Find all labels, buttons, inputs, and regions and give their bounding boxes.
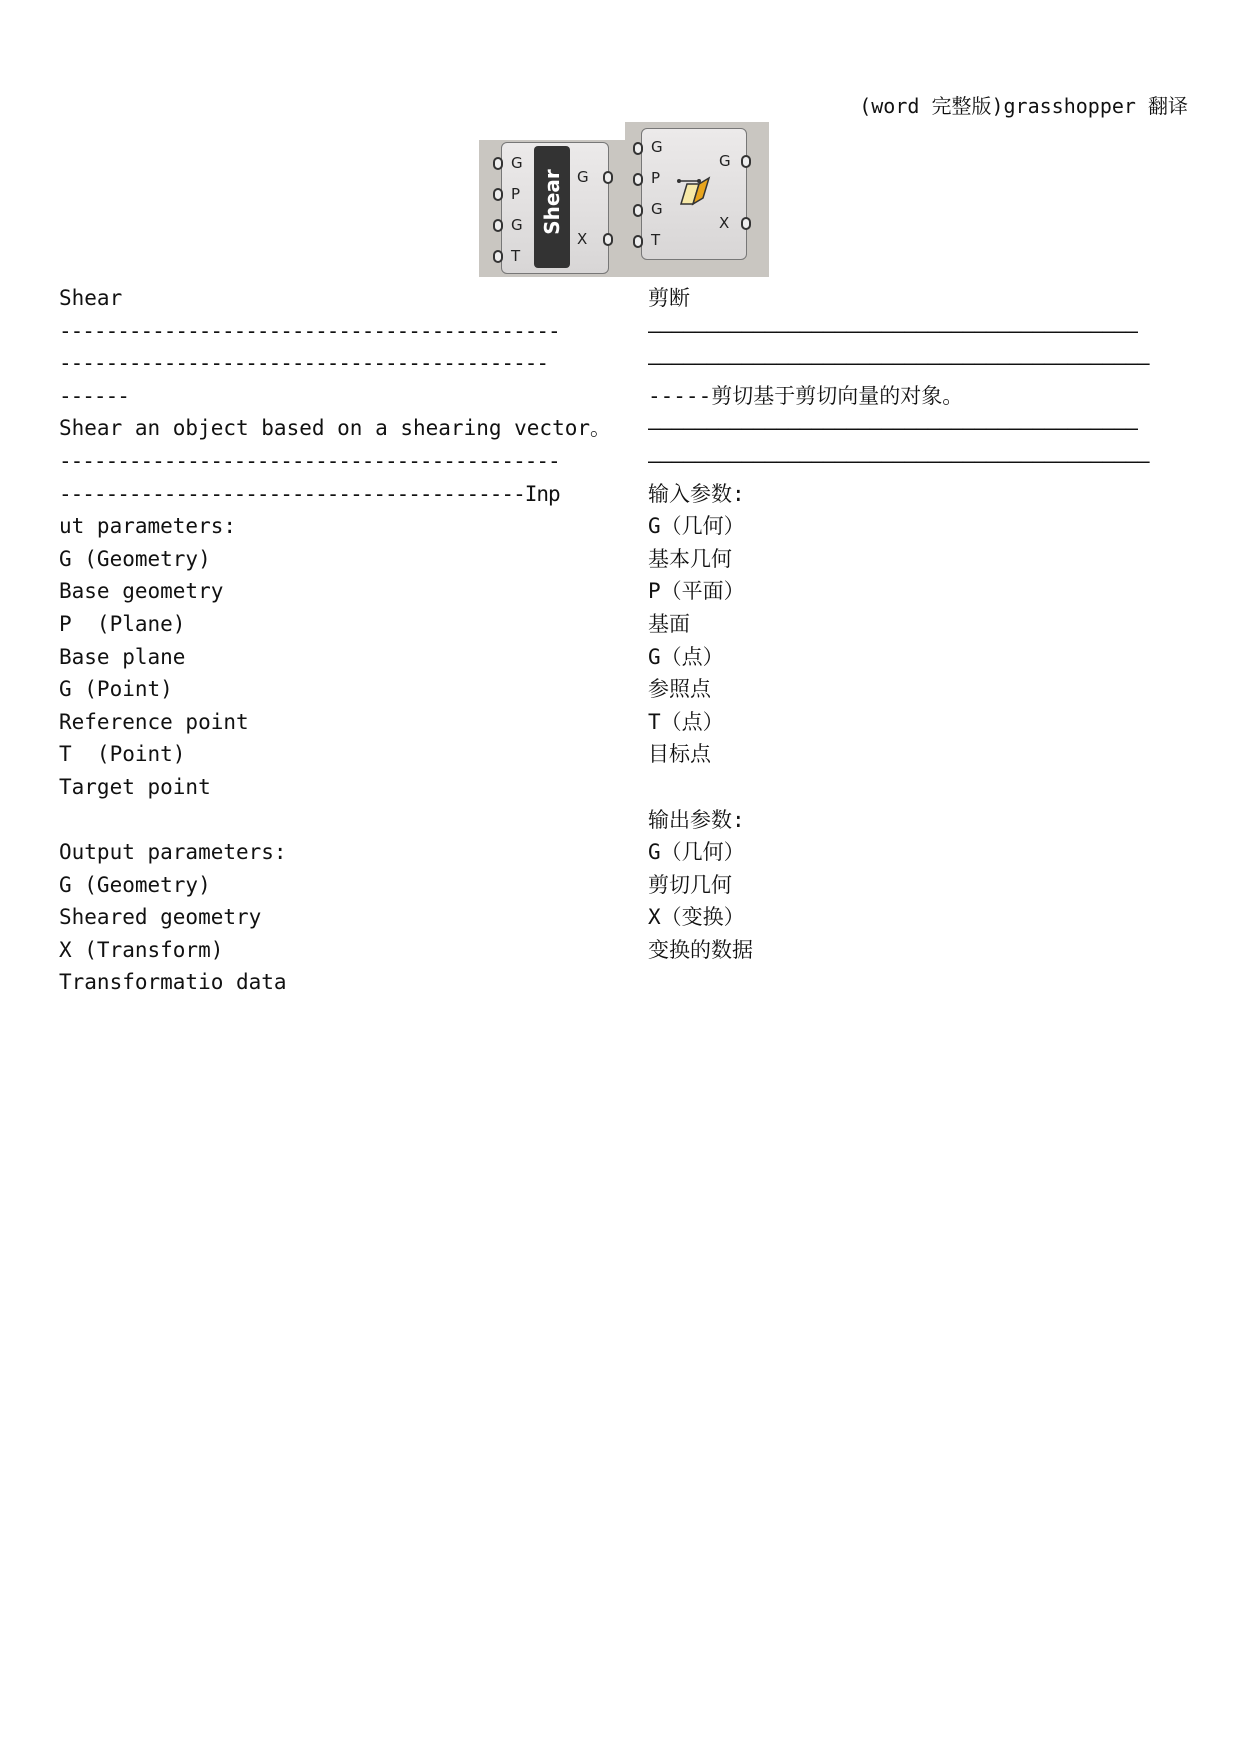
icon-output-nub-g[interactable] bbox=[741, 155, 751, 168]
icon-input-nub-t[interactable] bbox=[633, 235, 643, 248]
out-x-zh: X（变换） bbox=[648, 905, 745, 930]
param-g-en: G (Geometry) bbox=[59, 546, 211, 571]
description-en: Shear an object based on a shearing vector。 bbox=[59, 416, 612, 441]
input-port-p: P bbox=[511, 185, 521, 203]
dash-line: ——————————————————————————————————————————— bbox=[648, 448, 1149, 473]
output-port-x: X bbox=[577, 230, 588, 248]
input-port-g2: G bbox=[511, 216, 523, 234]
dash-line: —————————————————————————————————————————— bbox=[648, 416, 1138, 441]
icon-input-port-t: T bbox=[651, 231, 661, 249]
param-g-desc-zh: 基本几何 bbox=[648, 546, 732, 571]
output-params-label-en: Output parameters: bbox=[59, 840, 287, 865]
document-header: (word 完整版)grasshopper 翻译 bbox=[859, 94, 1188, 118]
icon-output-nub-x[interactable] bbox=[741, 217, 751, 230]
icon-input-port-p: P bbox=[651, 169, 661, 187]
param-g2-desc-zh: 参照点 bbox=[648, 677, 711, 702]
title-zh: 剪断 bbox=[648, 286, 690, 310]
param-t-desc-zh: 目标点 bbox=[648, 742, 711, 767]
input-nub-g2[interactable] bbox=[493, 219, 503, 232]
icon-input-nub-p[interactable] bbox=[633, 173, 643, 186]
out-x-en: X (Transform) bbox=[59, 937, 224, 962]
output-nub-g[interactable] bbox=[603, 171, 613, 184]
icon-input-port-g: G bbox=[651, 138, 663, 156]
input-nub-g[interactable] bbox=[493, 157, 503, 170]
icon-input-nub-g[interactable] bbox=[633, 142, 643, 155]
input-nub-t[interactable] bbox=[493, 250, 503, 263]
shear-label-bar bbox=[534, 146, 570, 268]
dash-line: ------------------------------------------- bbox=[59, 318, 560, 343]
component-figure bbox=[479, 122, 769, 277]
english-column bbox=[59, 282, 612, 999]
output-port-g: G bbox=[577, 168, 589, 186]
description-zh: -----剪切基于剪切向量的对象。 bbox=[648, 383, 964, 408]
input-params-label-en: ut parameters: bbox=[59, 514, 237, 539]
param-g2-desc-en: Reference point bbox=[59, 709, 249, 734]
output-params-label-zh: 输出参数: bbox=[648, 807, 745, 832]
out-x-desc-en: Transformatio data bbox=[59, 970, 287, 995]
param-p-en: P (Plane) bbox=[59, 611, 186, 636]
spacer bbox=[648, 771, 1188, 804]
param-t-zh: T（点） bbox=[648, 709, 724, 734]
shear-icon bbox=[677, 176, 711, 206]
icon-input-nub-g2[interactable] bbox=[633, 204, 643, 217]
param-g2-zh: G（点） bbox=[648, 644, 724, 669]
shear-node-text bbox=[479, 140, 625, 277]
out-g-zh: G（几何） bbox=[648, 840, 745, 865]
out-g-desc-en: Sheared geometry bbox=[59, 905, 262, 930]
dash-line: ------------------------------------------ bbox=[59, 351, 549, 376]
dash-line: ------------------------------------------- bbox=[59, 448, 560, 473]
shear-node-icon bbox=[625, 122, 769, 277]
out-g-desc-zh: 剪切几何 bbox=[648, 872, 732, 897]
icon-output-port-g: G bbox=[719, 152, 731, 170]
param-p-desc-zh: 基面 bbox=[648, 611, 690, 636]
chinese-column bbox=[648, 282, 1188, 966]
input-params-label-zh: 输入参数: bbox=[648, 481, 745, 506]
param-t-en: T (Point) bbox=[59, 742, 186, 767]
param-g-desc-en: Base geometry bbox=[59, 579, 224, 604]
input-port-t: T bbox=[511, 247, 521, 265]
output-nub-x[interactable] bbox=[603, 233, 613, 246]
input-nub-p[interactable] bbox=[493, 188, 503, 201]
param-p-desc-en: Base plane bbox=[59, 644, 186, 669]
spacer bbox=[59, 804, 591, 837]
out-g-en: G (Geometry) bbox=[59, 872, 211, 897]
param-t-desc-en: Target point bbox=[59, 774, 211, 799]
param-p-zh: P（平面） bbox=[648, 579, 745, 604]
dash-line: ——————————————————————————————————————————— bbox=[648, 351, 1149, 376]
dash-line: ----------------------------------------Inp bbox=[59, 481, 560, 506]
title-en: Shear bbox=[59, 286, 123, 310]
dash-line: —————————————————————————————————————————— bbox=[648, 318, 1138, 343]
dash-line: ------ bbox=[59, 383, 129, 408]
icon-output-port-x: X bbox=[719, 214, 730, 232]
param-g-zh: G（几何） bbox=[648, 514, 745, 539]
input-port-g: G bbox=[511, 154, 523, 172]
icon-input-port-g2: G bbox=[651, 200, 663, 218]
param-g2-en: G (Point) bbox=[59, 677, 173, 702]
shear-label: Shear bbox=[540, 169, 564, 235]
out-x-desc-zh: 变换的数据 bbox=[648, 937, 753, 962]
